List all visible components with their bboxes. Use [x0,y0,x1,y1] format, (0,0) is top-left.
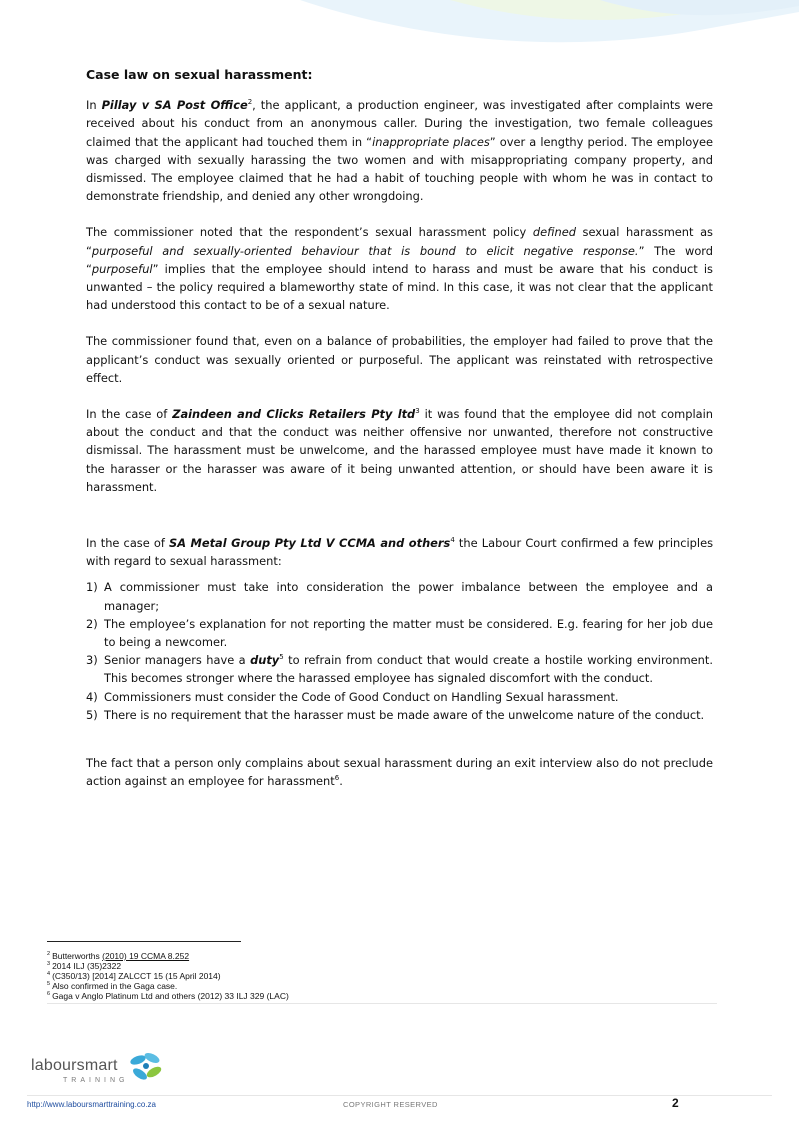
footnote: $^5$ Also confirmed in the Gaga case. [47,981,178,991]
page-number: 2 [672,1096,679,1110]
footnote: $^6$ Gaga v Anglo Platinum Ltd and others (2012) 33 ILJ 329 (LAC) [47,991,289,1001]
list-item: 4) Commissioners must consider the Code of Good Conduct on Handling Sexual harassment. [86,689,619,704]
paragraph-commissioner-policy: The commissioner noted that the respondent’s sexual harassment policy defined sexual harassment as “purposeful and sexually-oriented behaviour that is bound to elicit negative response.” The word “purposeful” implies that the employee should intend to harass and must be aware that his conduct is unwanted – the policy required a blameworthy state of mind. In this case, it was not clear that the applicant had understood this contact to be of a sexual nature. [86,225,713,313]
logo-star-icon [124,1050,168,1086]
footer-rule [27,1095,772,1096]
list-item: 3) Senior managers have a duty$^5$ to refrain from conduct that would create a hostile working environment. This becomes stronger where the harassed employee has signaled discomfort with the conduct. [86,653,713,686]
header-decoration [0,0,799,70]
footnote: $^4$ (C350/13) [2014] ZALCCT 15 (15 April 2014) [47,971,221,981]
logo-subtitle: TRAINING [63,1077,129,1084]
paragraph-zaindeen: In the case of Zaindeen and Clicks Retailers Pty ltd$^3$ it was found that the employee did not complain about the conduct and that the conduct was neither offensive nor unwanted, therefore not constructive dismissal. The harassment must be unwelcome, and the harassed employee must have made it known to the harasser or the harasser was aware of it being unwanted attention, or should have been aware it is harassment. [86,407,714,494]
paragraph-pillay: In Pillay v SA Post Office$^2$, the applicant, a production engineer, was investigated after complaints were received about his conduct from an anonymous caller. During the investigation, two female colleagues claimed that the applicant had touched them in “inappropriate places” over a lengthy period. The employee was charged with sexually harassing the two women and with misappropriating company property, and dismissed. The employee claimed that he had a habit of touching people with whom he was in contact to demonstrate friendship, and denied any other wrongdoing. [86,98,714,204]
footnotes [47,941,747,1001]
document-body [86,66,713,791]
paragraph-exit-interview: The fact that a person only complains about sexual harassment during an exit interview also do not preclude action against an employee for harassment$^6$. [86,756,713,789]
footnote: $^3$ 2014 ILJ (35)2322 [47,961,122,971]
logo-wordmark: laboursmart [31,1057,118,1074]
section-heading: Case law on sexual harassment: [86,67,313,82]
case-name: Zaindeen and Clicks Retailers Pty ltd [172,407,416,422]
case-name: SA Metal Group Pty Ltd V CCMA and others [169,536,451,551]
footnote-ref: 6 [334,774,340,783]
footnote: $^2$ Butterworths (2010) 19 CCMA 8.252 [47,951,190,961]
footnote-ref: 5 [279,653,284,662]
footnote-ref: 4 [450,536,455,545]
list-item: 2) The employee’s explanation for not reporting the matter must be considered. E.g. fearing for her job due to being a newcomer. [86,616,713,650]
footnote-ref: 3 [415,407,420,416]
list-item: 1) A commissioner must take into consideration the power imbalance between the employee and a manager; [86,580,713,613]
paragraph-commissioner-finding: The commissioner found that, even on a balance of probabilities, the employer had failed to prove that the applicant’s conduct was sexually oriented or purposeful. The applicant was reinstated with retrospective effect. [86,334,713,385]
paragraph-sa-metal: In the case of SA Metal Group Pty Ltd V CCMA and others$^4$ the Labour Court confirmed a few principles with regard to sexual harassment: [86,536,714,569]
company-logo [31,1053,181,1087]
principles-list [86,578,713,724]
footnote-rule [47,941,241,942]
website-link[interactable]: http://www.laboursmarttraining.co.za [27,1100,156,1109]
copyright-notice: COPYRIGHT RESERVED [343,1100,438,1109]
footnote-ref: 2 [247,98,253,107]
footer-divider [47,1003,717,1004]
list-item: 5) There is no requirement that the harasser must be made aware of the unwelcome nature of the conduct. [86,707,705,722]
case-name: Pillay v SA Post Office [101,98,248,113]
